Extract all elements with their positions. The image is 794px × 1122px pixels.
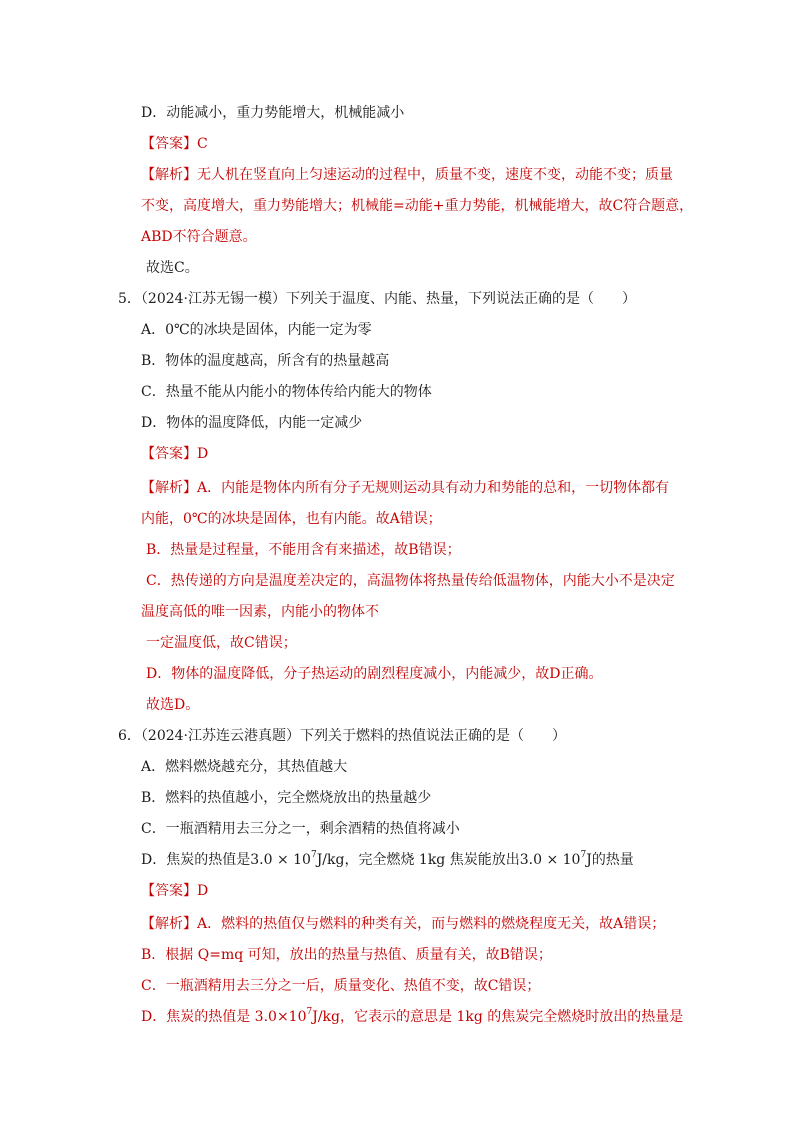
q6-option-d-exp2: 7 bbox=[580, 850, 587, 861]
q4-answer-value: C bbox=[197, 136, 208, 152]
q6-option-d bbox=[141, 850, 634, 870]
q5-conclusion: 故选D。 bbox=[146, 697, 200, 713]
q6-option-d-mid: ，完全燃烧 1kg 焦炭能放出 bbox=[344, 852, 520, 868]
q6-option-c: C．一瓶酒精用去三分之一，剩余酒精的热值将减小 bbox=[141, 821, 460, 837]
q6-answer-tag: 【答案】 bbox=[141, 883, 197, 899]
q6-option-d-value2: 3.0 × 10 bbox=[519, 852, 581, 868]
q6-analysis-line-3: C．一瓶酒精用去三分之一后，质量变化、热值不变，故C错误； bbox=[141, 978, 541, 994]
q4-option-d: D．动能减小，重力势能增大，机械能减小 bbox=[141, 105, 405, 121]
q6-analysis-4-suffix: J/kg，它表示的意思是 1kg 的焦炭完全燃烧时放出的热量是 bbox=[312, 1009, 684, 1025]
q6-option-a: A．燃料燃烧越充分，其热值越大 bbox=[141, 759, 348, 775]
q6-stem: 6．（2024·江苏连云港真题）下列关于燃料的热值说法正确的是（ ） bbox=[118, 728, 566, 744]
q4-analysis-line-1 bbox=[141, 165, 673, 185]
q6-analysis-line-1 bbox=[141, 914, 665, 934]
q6-option-d-unit1: J/kg bbox=[316, 852, 345, 868]
q6-answer-value: D bbox=[197, 883, 209, 899]
q5-option-b: B．物体的温度越高，所含有的热量越高 bbox=[141, 353, 390, 369]
q5-answer bbox=[141, 444, 208, 464]
q6-analysis-text-1: A．燃料的热值仅与燃料的种类有关，而与燃料的燃烧程度无关，故A错误； bbox=[197, 916, 666, 932]
q4-answer bbox=[141, 134, 208, 154]
q6-analysis-line-2: B．根据 Q=mq 可知，放出的热量与热值、质量有关，故B错误； bbox=[141, 947, 552, 963]
q6-analysis-4-prefix: D．焦炭的热值是 3.0×10 bbox=[141, 1009, 307, 1025]
q4-analysis-line-2: 不变，高度增大，重力势能增大；机械能=动能+重力势能，机械能增大，故C符合题意， bbox=[141, 198, 694, 214]
q5-analysis-line-7: D．物体的温度降低，分子热运动的剧烈程度减小，内能减少，故D正确。 bbox=[146, 666, 603, 682]
q5-option-c: C．热量不能从内能小的物体传给内能大的物体 bbox=[141, 384, 432, 400]
q5-analysis-line-5: 温度高低的唯一因素，内能小的物体不 bbox=[141, 604, 379, 620]
q4-answer-tag: 【答案】 bbox=[141, 136, 197, 152]
q6-analysis-tag: 【解析】 bbox=[141, 916, 197, 932]
q6-answer bbox=[141, 881, 208, 901]
q5-answer-tag: 【答案】 bbox=[141, 446, 197, 462]
q5-analysis-tag: 【解析】 bbox=[141, 480, 197, 496]
q4-analysis-tag: 【解析】 bbox=[141, 167, 197, 183]
q5-analysis-line-3: B．热量是过程量，不能用含有来描述，故B错误； bbox=[146, 542, 461, 558]
q6-analysis-4-exp: 7 bbox=[306, 1007, 313, 1018]
q4-conclusion: 故选C。 bbox=[146, 260, 199, 276]
q5-analysis-line-4: C．热传递的方向是温度差决定的，高温物体将热量传给低温物体，内能大小不是决定 bbox=[146, 573, 675, 589]
q5-option-d: D．物体的温度降低，内能一定减少 bbox=[141, 415, 363, 431]
q5-option-a: A．0℃的冰块是固体，内能一定为零 bbox=[141, 322, 372, 338]
q6-option-d-exp1: 7 bbox=[310, 850, 317, 861]
q6-option-d-suffix: 的热量 bbox=[591, 852, 634, 868]
q5-analysis-text-1: A．内能是物体内所有分子无规则运动具有动力和势能的总和，一切物体都有 bbox=[197, 480, 670, 496]
q4-analysis-text-1: 无人机在竖直向上匀速运动的过程中，质量不变，速度不变，动能不变；质量 bbox=[197, 167, 673, 183]
q6-option-d-value1: 3.0 × 10 bbox=[250, 852, 311, 868]
q4-analysis-line-3: ABD不符合题意。 bbox=[141, 229, 257, 245]
q5-stem: 5．（2024·江苏无锡一模）下列关于温度、内能、热量，下列说法正确的是（ ） bbox=[118, 291, 636, 307]
q6-analysis-line-4 bbox=[141, 1007, 683, 1027]
q6-option-d-prefix: D．焦炭的热值是 bbox=[141, 852, 251, 868]
q6-option-d-unit2: J bbox=[586, 852, 592, 868]
q5-answer-value: D bbox=[197, 446, 209, 462]
q6-option-b: B．燃料的热值越小，完全燃烧放出的热量越少 bbox=[141, 790, 432, 806]
q5-analysis-line-2: 内能，0℃的冰块是固体，也有内能。故A错误； bbox=[141, 511, 442, 527]
q5-analysis-line-6: 一定温度低，故C错误； bbox=[146, 635, 297, 651]
q5-analysis-line-1 bbox=[141, 478, 669, 498]
